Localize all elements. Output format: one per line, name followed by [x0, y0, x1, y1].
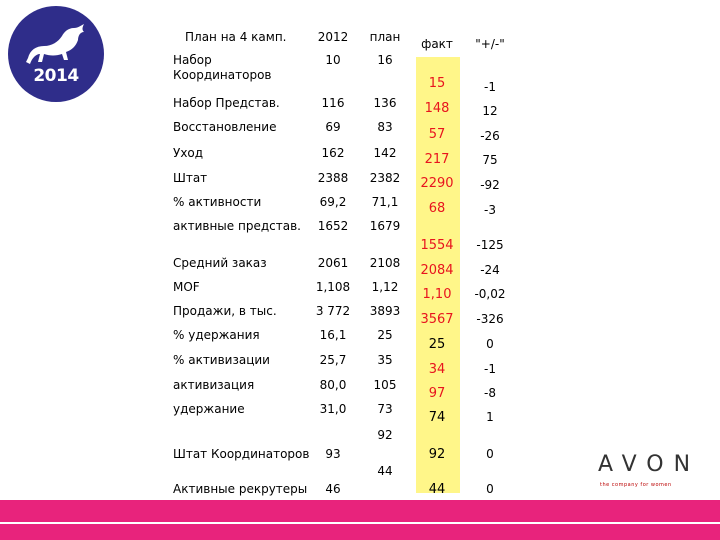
row-value-2012: 69,2	[319, 195, 347, 209]
row-value-plan: 25	[377, 328, 393, 342]
row-value-plan: 2108	[369, 256, 401, 270]
row-value-2012: 2061	[317, 256, 349, 270]
row-value-fact: 2290	[420, 176, 454, 191]
row-label: активизация	[173, 378, 255, 392]
row-value-fact: 68	[428, 201, 446, 216]
header-label: План на 4 камп.	[185, 30, 287, 44]
row-label: Восстановление	[173, 120, 277, 134]
row-value-2012: 25,7	[319, 353, 347, 367]
row-value-diff: -1	[484, 80, 496, 94]
logo-2014	[8, 6, 104, 102]
row-value-plan: 1,12	[371, 280, 399, 294]
row-label: % активизации	[173, 353, 270, 367]
row-value-plan: 2382	[369, 171, 401, 185]
row-value-fact: 34	[428, 362, 446, 377]
row-label: Штат Координаторов	[173, 447, 310, 461]
row-value-diff: -24	[480, 263, 500, 277]
row-value-fact: 92	[428, 447, 446, 462]
row-value-diff: 1	[486, 410, 494, 424]
row-value-fact: 74	[428, 410, 446, 425]
row-value-diff: -8	[484, 386, 496, 400]
row-value-2012: 2388	[317, 171, 349, 185]
row-value-2012: 1652	[317, 219, 349, 233]
row-label: активные представ.	[173, 219, 301, 233]
row-value-diff: -26	[480, 129, 500, 143]
row-label: Средний заказ	[173, 256, 267, 270]
row-value-diff: -326	[476, 312, 504, 326]
row-value-diff: -0,02	[474, 287, 506, 301]
brand-tagline: the company for women	[600, 482, 672, 488]
row-value-diff: 0	[486, 482, 494, 496]
row-value-fact: 1,10	[422, 287, 452, 302]
row-label: Набор Представ.	[173, 96, 280, 110]
row-value-diff: 12	[482, 104, 498, 118]
row-value-fact: 148	[424, 101, 450, 116]
footer-bar-bottom	[0, 524, 720, 540]
row-value-fact: 44	[428, 482, 446, 497]
row-value-fact: 1554	[420, 238, 454, 253]
header-plan: план	[369, 30, 401, 44]
row-value-2012: 3 772	[315, 304, 351, 318]
row-value-plan: 35	[377, 353, 393, 367]
horse-icon	[8, 6, 104, 102]
row-value-plan: 16	[377, 53, 393, 67]
row-label: Активные рекрутеры	[173, 482, 308, 496]
row-value-plan: 136	[373, 96, 397, 110]
row-value-plan: 83	[377, 120, 393, 134]
row-value-2012: 16,1	[319, 328, 347, 342]
row-value-diff: -1	[484, 362, 496, 376]
row-label: удержание	[173, 402, 245, 416]
header-diff: "+/-"	[475, 37, 505, 51]
row-value-2012: 1,108	[315, 280, 351, 294]
header-2012: 2012	[317, 30, 349, 44]
row-value-diff: 75	[482, 153, 498, 167]
row-value-fact: 3567	[420, 312, 454, 327]
row-value-diff: -92	[480, 178, 500, 192]
row-label: Штат	[173, 171, 208, 185]
row-label: Набор Координаторов	[173, 53, 272, 82]
row-value-plan: 73	[377, 402, 393, 416]
row-value-fact: 217	[424, 152, 450, 167]
row-value-plan: 142	[373, 146, 397, 160]
row-label: % удержания	[173, 328, 260, 342]
row-value-fact: 97	[428, 386, 446, 401]
footer-bar	[0, 500, 720, 522]
row-value-plan: 71,1	[371, 195, 399, 209]
row-value-2012: 116	[321, 96, 345, 110]
row-value-plan: 3893	[369, 304, 401, 318]
row-value-fact: 15	[428, 76, 446, 91]
row-value-diff: -3	[484, 203, 496, 217]
row-value-2012: 80,0	[319, 378, 347, 392]
header-fact: факт	[421, 37, 453, 51]
row-value-plan: 105	[373, 378, 397, 392]
row-value-fact: 2084	[420, 263, 454, 278]
row-value-fact: 25	[428, 337, 446, 352]
row-value-2012: 162	[321, 146, 345, 160]
row-value-fact: 57	[428, 127, 446, 142]
row-label: % активности	[173, 195, 262, 209]
row-label: MOF	[173, 280, 200, 294]
row-value-plan: 44	[377, 464, 393, 478]
row-value-2012: 46	[325, 482, 341, 496]
row-value-2012: 10	[325, 53, 341, 67]
row-value-diff: 0	[486, 447, 494, 461]
row-value-plan: 1679	[369, 219, 401, 233]
row-value-2012: 31,0	[319, 402, 347, 416]
row-value-2012: 69	[325, 120, 341, 134]
row-value-diff: -125	[476, 238, 504, 252]
brand-name: AVON	[598, 452, 701, 477]
row-value-diff: 0	[486, 337, 494, 351]
row-value-2012: 93	[325, 447, 341, 461]
row-label: Продажи, в тыс.	[173, 304, 277, 318]
logo-year: 2014	[33, 66, 79, 86]
row-label: Уход	[173, 146, 204, 160]
row-value-plan: 92	[377, 428, 393, 442]
